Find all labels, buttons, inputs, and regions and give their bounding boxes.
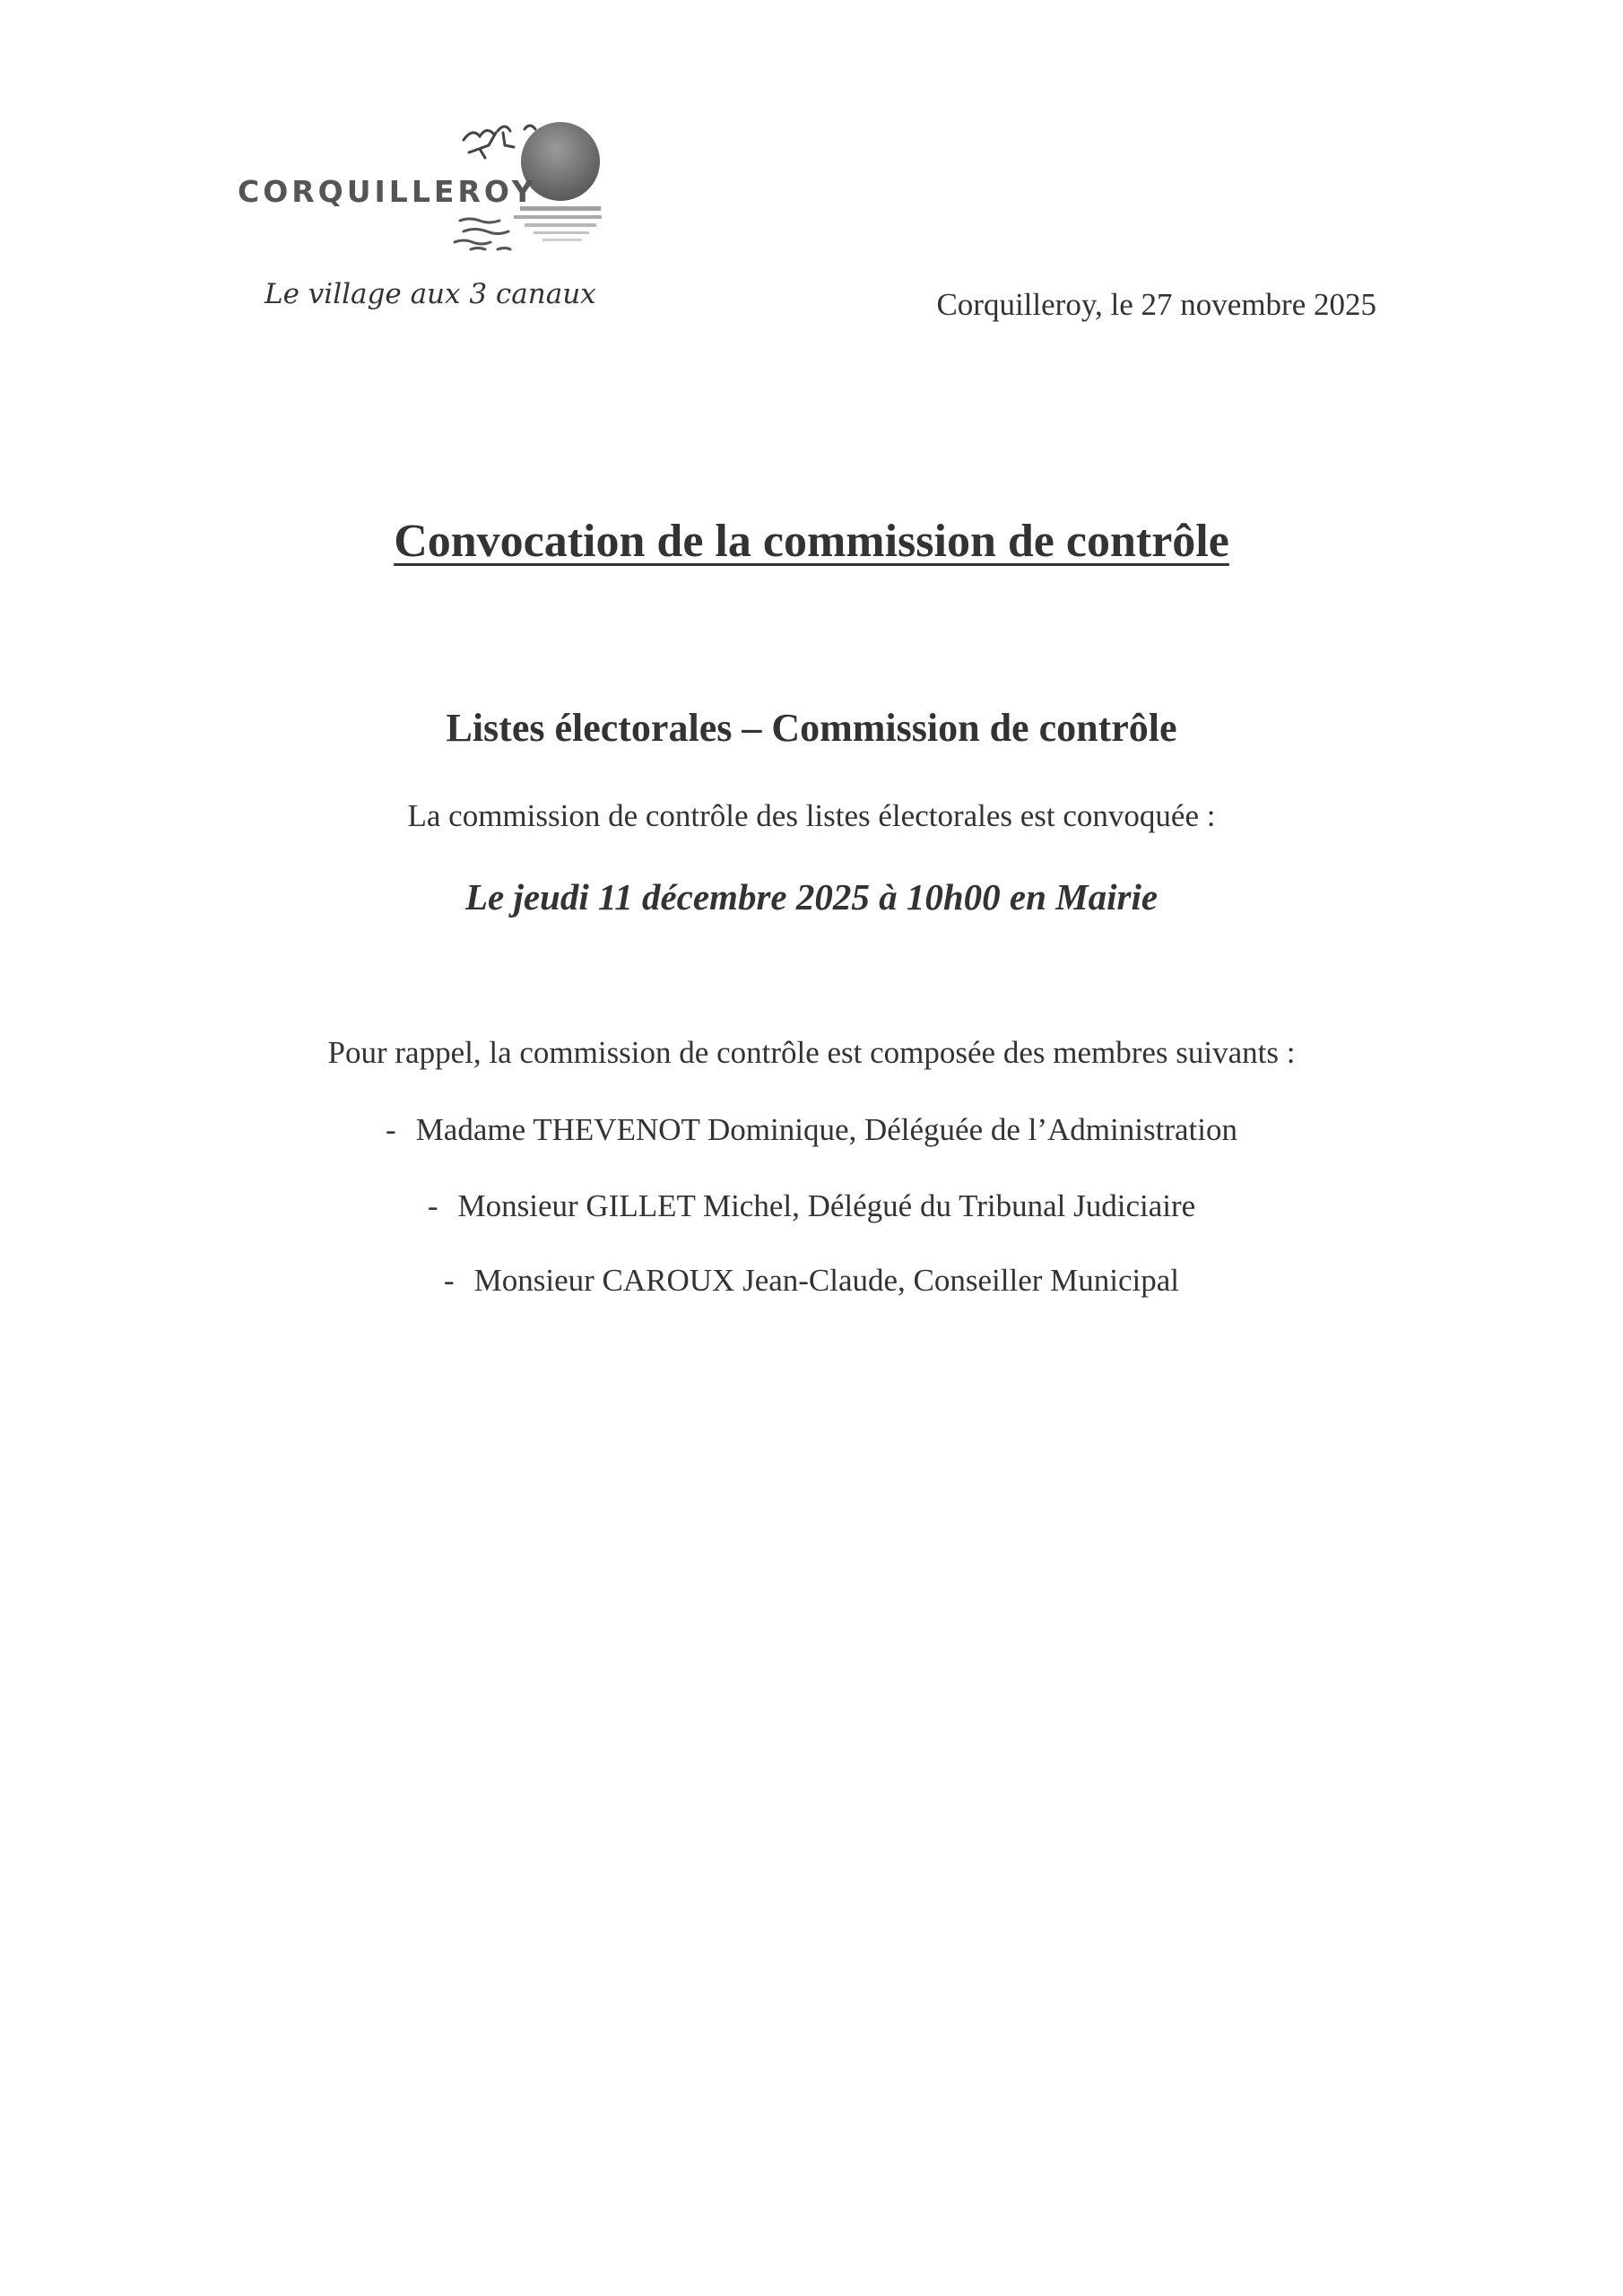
member-name: Madame THEVENOT Dominique, Déléguée de l’Administration xyxy=(415,1112,1237,1147)
member-list-item xyxy=(0,1263,1623,1299)
list-bullet: - xyxy=(443,1263,455,1298)
logo-wordmark: CORQUILLEROY xyxy=(238,174,537,209)
place-date: Corquilleroy, le 27 novembre 2025 xyxy=(936,287,1376,322)
member-name: Monsieur CAROUX Jean-Claude, Conseiller Municipal xyxy=(473,1263,1180,1298)
water-lines-icon xyxy=(455,219,510,249)
document-title-text: Convocation de la commission de contrôle xyxy=(394,516,1229,567)
member-list-item xyxy=(0,1188,1623,1224)
water-reflection-icon xyxy=(514,206,602,241)
logo-slogan: Le village aux 3 canaux xyxy=(265,278,596,310)
list-bullet: - xyxy=(386,1112,396,1147)
convocation-intro: La commission de contrôle des listes électorales est convoquée : xyxy=(407,798,1216,833)
member-list-item xyxy=(0,1112,1623,1148)
list-bullet: - xyxy=(427,1188,438,1223)
meeting-date: Le jeudi 11 décembre 2025 à 10h00 en Mairie xyxy=(464,876,1159,918)
section-subtitle: Listes électorales – Commission de contrôle xyxy=(446,706,1177,750)
composition-intro: Pour rappel, la commission de contrôle est composée des membres suivants : xyxy=(327,1035,1296,1070)
member-name: Monsieur GILLET Michel, Délégué du Tribunal Judiciaire xyxy=(457,1188,1196,1223)
town-logo xyxy=(229,106,623,321)
document-title xyxy=(0,515,1623,568)
